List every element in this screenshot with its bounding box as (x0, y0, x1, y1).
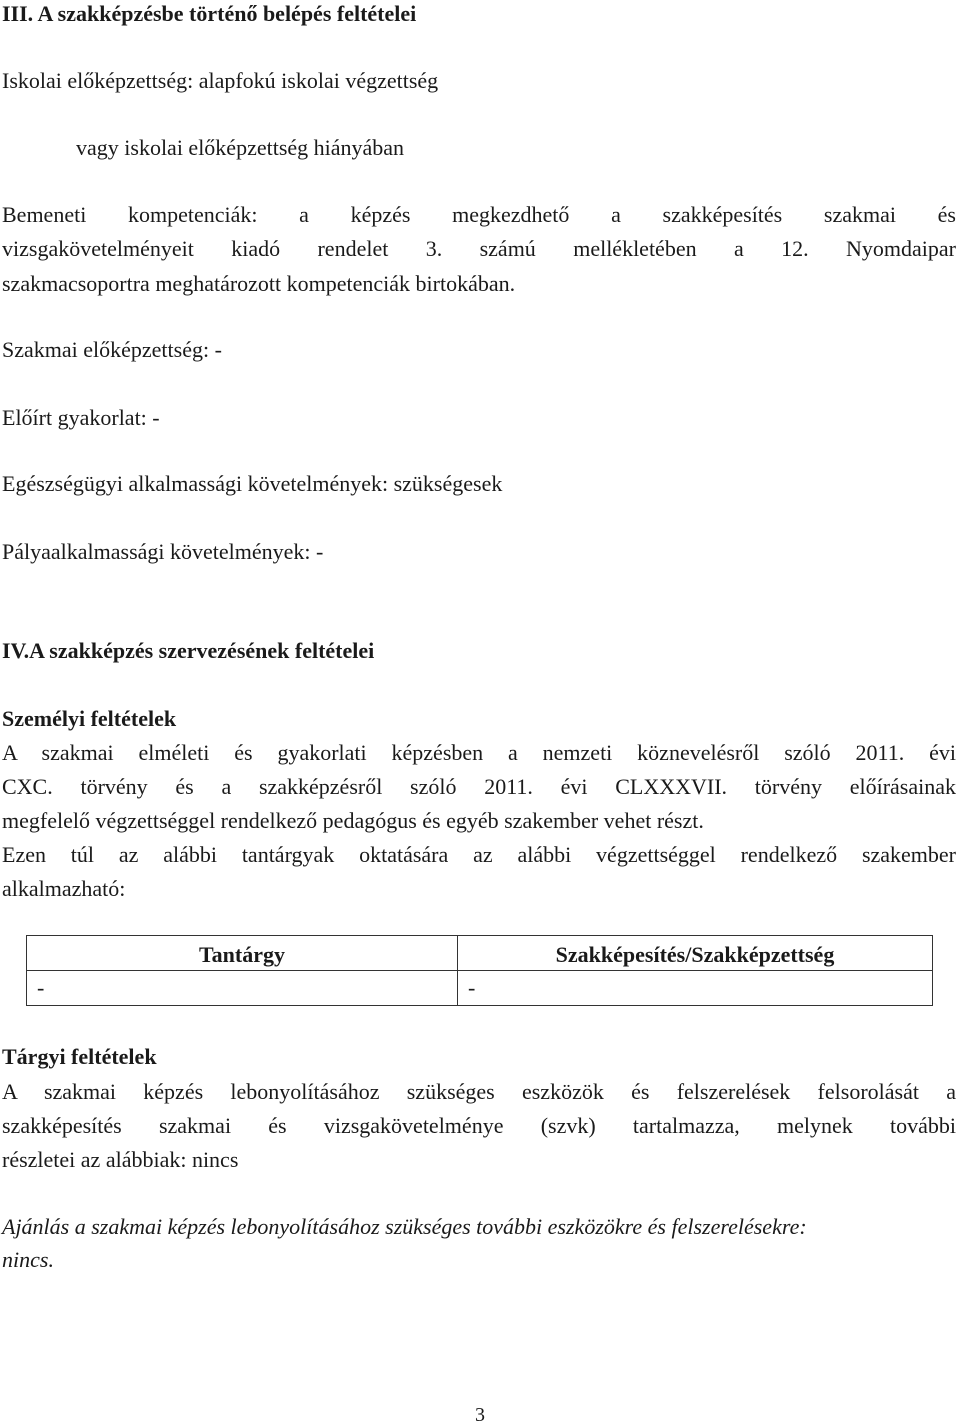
table-cell-subject: - (27, 971, 458, 1006)
material-line-2: szakképesítés szakmai és vizsgakövetelménye (szvk) tartalmazza, melynek további (2, 1113, 956, 1138)
personal-conditions-heading: Személyi feltételek (2, 706, 177, 731)
career-requirements: Pályaalkalmassági követelmények: - (2, 539, 324, 564)
prior-education: Iskolai előképzettség: alapfokú iskolai végzettség (2, 68, 439, 93)
entry-competencies-line-2: vizsgakövetelményeit kiadó rendelet 3. számú mellékletében a 12. Nyomdaipar (2, 236, 956, 261)
page-number: 3 (475, 1404, 485, 1426)
material-line-1: A szakmai képzés lebonyolításához szükséges eszközök és felszerelések felsorolását a (2, 1079, 956, 1104)
section4-title: IV.A szakképzés szervezésének feltételei (2, 638, 375, 663)
professional-prior-education: Szakmai előképzettség: - (2, 337, 222, 362)
personal-line-5: alkalmazható: (2, 876, 126, 901)
entry-competencies-line-3: szakmacsoportra meghatározott kompetenciák birtokában. (2, 271, 516, 296)
section3-title: III. A szakképzésbe történő belépés feltételei (2, 1, 417, 26)
prior-education-alt: vagy iskolai előképzettség hiányában (76, 135, 405, 160)
personal-line-4: Ezen túl az alábbi tantárgyak oktatására az alábbi végzettséggel rendelkező szakember (2, 842, 956, 867)
personal-line-3: megfelelő végzettséggel rendelkező pedagógus és egyéb szakember vehet részt. (2, 808, 704, 833)
table-header-row (27, 936, 933, 971)
table-header-subject: Tantárgy (27, 936, 458, 971)
table-header-qualification: Szakképesítés/Szakképzettség (458, 936, 933, 971)
personal-line-2: CXC. törvény és a szakképzésről szóló 2011. évi CLXXXVII. törvény előírásainak (2, 774, 956, 799)
recommendation-line-2: nincs. (2, 1247, 54, 1272)
required-practice: Előírt gyakorlat: - (2, 405, 160, 430)
recommendation-line-1: Ajánlás a szakmai képzés lebonyolításához szükséges további eszközökre és felszerelésekre: (2, 1214, 807, 1239)
health-requirements: Egészségügyi alkalmassági követelmények: szükségesek (2, 471, 503, 496)
entry-competencies-line-1: Bemeneti kompetenciák: a képzés megkezdhető a szakképesítés szakmai és (2, 202, 956, 227)
material-line-3: részletei az alábbiak: nincs (2, 1147, 239, 1172)
table-cell-qualification: - (458, 971, 933, 1006)
material-conditions-heading: Tárgyi feltételek (2, 1044, 157, 1069)
personal-line-1: A szakmai elméleti és gyakorlati képzésben a nemzeti köznevelésről szóló 2011. évi (2, 740, 956, 765)
subjects-table (26, 935, 933, 1006)
table-row (27, 971, 933, 1006)
